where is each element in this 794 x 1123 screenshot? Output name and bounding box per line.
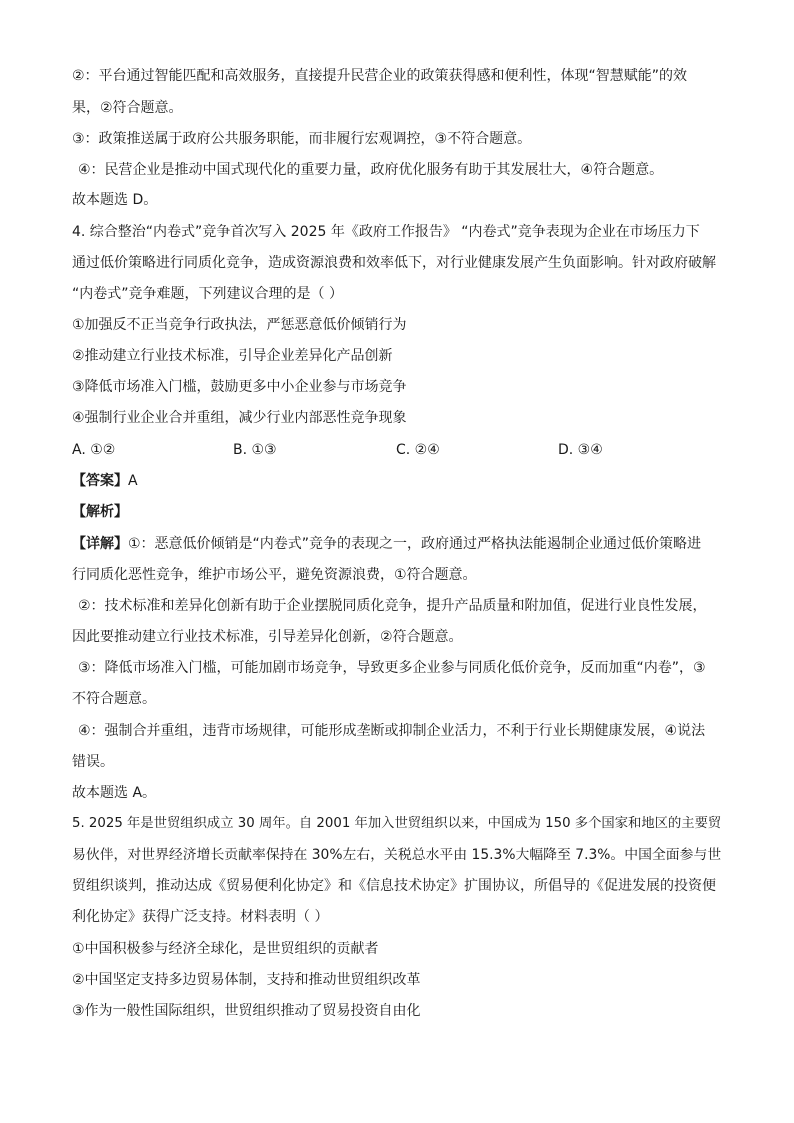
q4-option-c: C. ②④ [396,442,440,458]
answer-label: 【答案】 [72,473,128,489]
q4-statement-1: ①加强反不正当竞争行政执法，严惩恶意低价倾销行为 [72,317,407,333]
q4-detail-item-3-line-1: ③：降低市场准入门槛，可能加剧市场竞争，导致更多企业参与同质化低价竞争，反而加重“内卷”，③ [78,660,706,676]
q4-detail-line-1 [72,534,701,554]
q5-stem-line-3: 贸组织谈判，推动达成《贸易便利化协定》和《信息技术协定》扩围协议，所倡导的《促进发展的投资便 [72,878,716,894]
q4-stem-line-1: 4. 综合整治“内卷式”竞争首次写入 2025 年《政府工作报告》 “内卷式”竞争表现为企业在市场压力下 [72,224,700,240]
q3-analysis-item-3: ③：政策推送属于政府公共服务职能，而非履行宏观调控，③不符合题意。 [72,131,532,147]
q3-conclusion: 故本题选 D。 [72,192,158,208]
q4-option-a: A. ①② [72,442,116,458]
q4-answer-line [72,471,138,491]
q4-detail-item-1-line-1: ①：恶意低价倾销是“内卷式”竞争的表现之一，政府通过严格执法能遏制企业通过低价策略进 [128,536,702,552]
detail-label: 【详解】 [72,536,128,552]
q5-stem-line-2: 易伙伴，对世界经济增长贡献率保持在 30%左右，关税总水平由 15.3%大幅降至 7.3%。中国全面参与世 [72,847,722,863]
q3-analysis-item-2-line-1: ②：平台通过智能匹配和高效服务，直接提升民营企业的政策获得感和便利性，体现“智慧赋能”的效 [72,68,688,84]
q5-stem-line-4: 利化协定》获得广泛支持。材料表明（ ） [72,909,329,925]
q4-detail-item-2-line-2: 因此要推动建立行业技术标准，引导差异化创新，②符合题意。 [72,629,463,645]
q5-stem-line-1: 5. 2025 年是世贸组织成立 30 周年。自 2001 年加入世贸组织以来，中国成为 150 多个国家和地区的主要贸 [72,816,722,831]
q4-statement-3: ③降低市场准入门槛，鼓励更多中小企业参与市场竞争 [72,379,407,395]
q4-detail-item-1-line-2: 行同质化恶性竞争，维护市场公平，避免资源浪费，①符合题意。 [72,567,477,583]
q4-stem-line-3: “内卷式”竞争难题，下列建议合理的是（ ） [72,286,343,302]
q4-detail-item-3-line-2: 不符合题意。 [72,691,156,707]
q5-statement-1: ①中国积极参与经济全球化，是世贸组织的贡献者 [72,941,379,957]
q4-detail-item-4-line-2: 错误。 [72,754,114,770]
q5-statement-3: ③作为一般性国际组织，世贸组织推动了贸易投资自由化 [72,1003,421,1019]
q4-stem-line-2: 通过低价策略进行同质化竞争，造成资源浪费和效率低下，对行业健康发展产生负面影响。针对政府破解 [72,255,716,271]
q3-analysis-item-2-line-2: 果，②符合题意。 [72,100,183,116]
q4-detail-item-2-line-1: ②：技术标准和差异化创新有助于企业摆脱同质化竞争，提升产品质量和附加值，促进行业良性发展， [78,598,707,614]
q5-statement-2: ②中国坚定支持多边贸易体制，支持和推动世贸组织改革 [72,972,421,988]
q3-analysis-item-4: ④：民营企业是推动中国式现代化的重要力量，政府优化服务有助于其发展壮大，④符合题意。 [78,162,664,178]
q4-statement-2: ②推动建立行业技术标准，引导企业差异化产品创新 [72,348,393,364]
q4-option-d: D. ③④ [558,442,603,458]
q4-option-b: B. ①③ [233,442,277,458]
q4-statement-4: ④强制行业企业合并重组，减少行业内部恶性竞争现象 [72,410,407,426]
q4-detail-item-4-line-1: ④：强制合并重组，违背市场规律，可能形成垄断或抑制企业活力，不利于行业长期健康发展，④说法 [78,723,706,739]
q4-analysis-heading [72,502,128,522]
answer-value: A [128,473,138,489]
q4-conclusion: 故本题选 A。 [72,785,157,801]
analysis-label: 【解析】 [72,504,128,520]
